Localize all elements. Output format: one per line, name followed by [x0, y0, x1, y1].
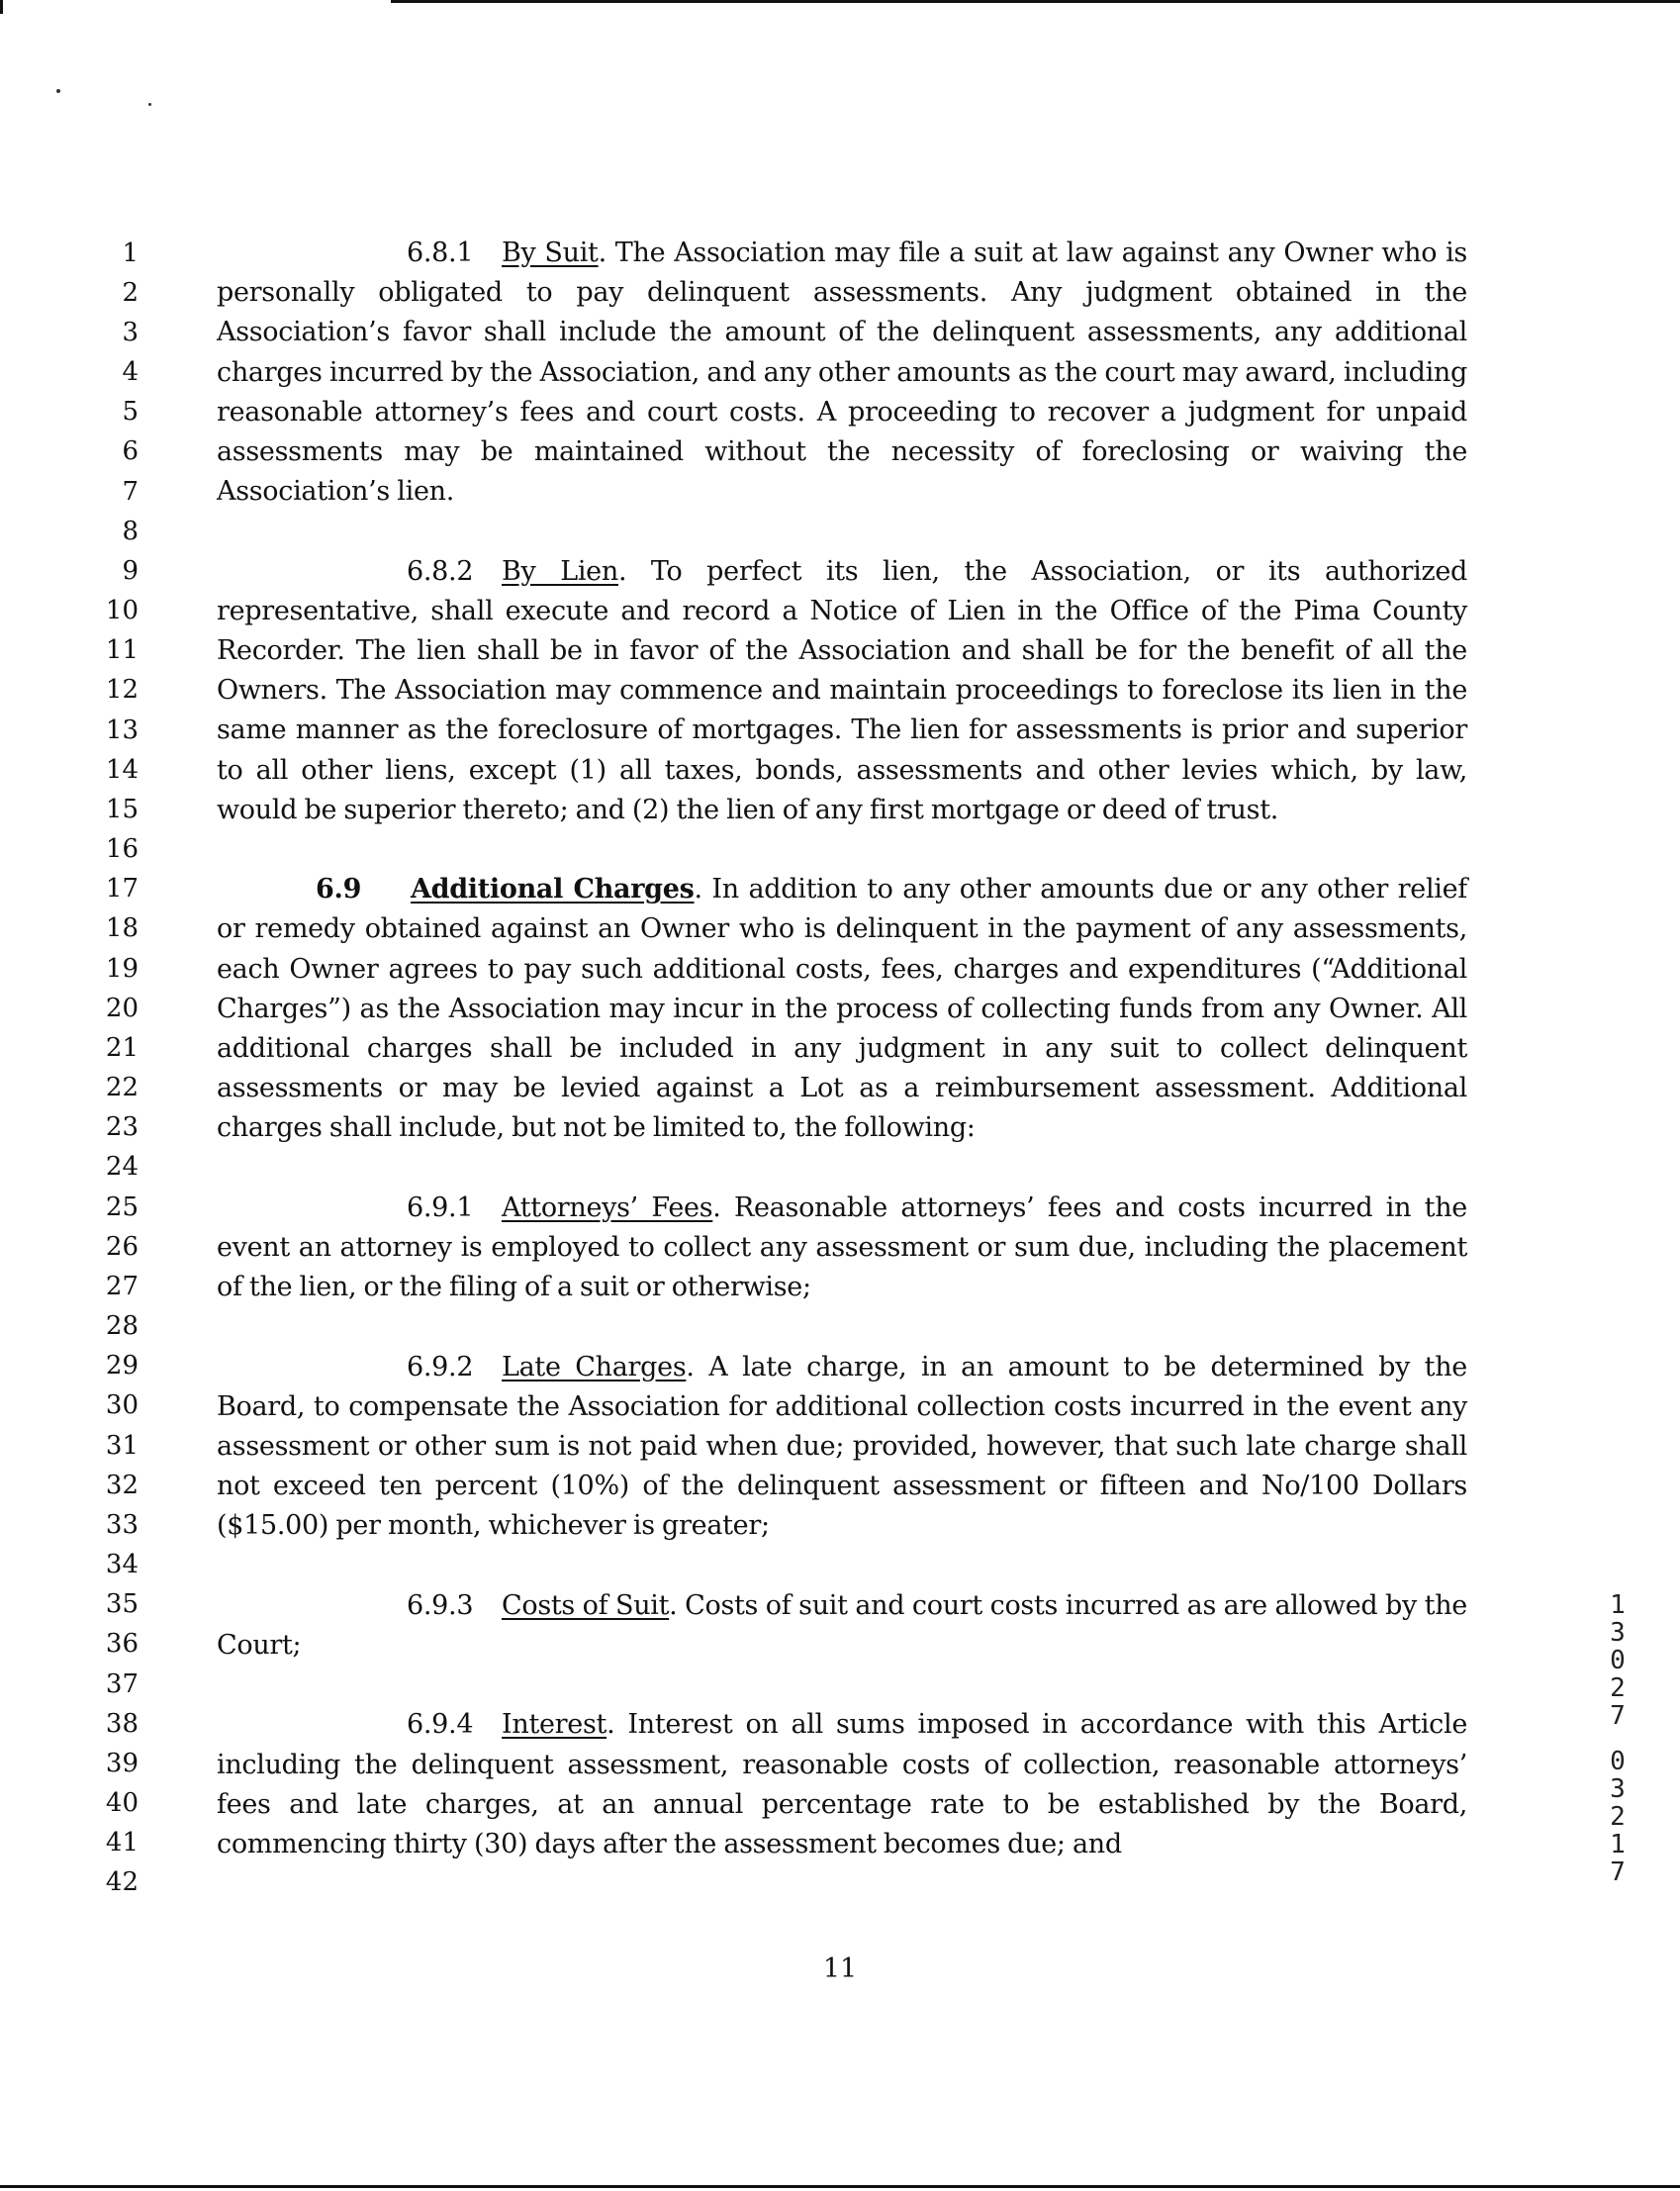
line-number: 40 [105, 1788, 139, 1818]
line-number: 8 [122, 517, 139, 546]
section-text: . Interest on all sums imposed in accordance with this Article including the delinquent assessment, reasonable costs of collection, reasonable attorneys’ fees and late charges, at an annual percentage rate to be established by the Board, commencing thirty (30) days after the assessment becomes due; and [217, 1709, 1467, 1860]
section-heading: Costs of Suit [502, 1589, 670, 1621]
stamp-digit: 3 [1610, 1774, 1626, 1804]
stamp-digit: 0 [1610, 1646, 1626, 1675]
section-number: 6.8.1 [407, 238, 474, 268]
line-number: 10 [105, 596, 139, 625]
recorder-stamp [1603, 1591, 1633, 1886]
section-heading: Interest [502, 1709, 607, 1741]
top-border-line [391, 0, 1680, 3]
line-number: 33 [105, 1510, 139, 1540]
line-number: 11 [105, 635, 139, 665]
line-number: 7 [122, 477, 139, 507]
line-number: 23 [105, 1112, 139, 1142]
stamp-digit: 7 [1610, 1858, 1626, 1887]
section-number: 6.9.3 [407, 1589, 474, 1621]
line-number: 25 [105, 1192, 139, 1222]
line-number: 14 [105, 755, 139, 785]
line-number: 28 [105, 1311, 139, 1341]
section-heading: By Suit [502, 238, 599, 268]
section-text: . In addition to any other amounts due or any other relief or remedy obtained against an Owner who is delinquent in the payment of any assessments, each Owner agrees to pay such additional costs, fees, charges and expenditures (“Additional Charges”) as the Association may incur in the process of collecting funds from any Owner. All additional charges shall be included in any judgment in any suit to collect delinquent assessments or may be levied against a Lot as a reimbursement assessment. Additional charges shall include, but not be limited to, the following: [217, 874, 1467, 1144]
line-number: 38 [105, 1709, 139, 1739]
bottom-border-line [0, 2185, 1680, 2188]
section-number: 6.9 [316, 874, 362, 905]
scan-speck [148, 103, 151, 106]
stamp-digit: 2 [1610, 1673, 1626, 1703]
line-number: 6 [122, 436, 139, 466]
left-edge-mark [0, 0, 3, 14]
section-6-8-2 [217, 552, 1467, 830]
section-number: 6.9.2 [407, 1351, 474, 1382]
line-number: 9 [122, 556, 139, 586]
line-number: 3 [122, 318, 139, 347]
line-number: 12 [105, 675, 139, 705]
line-number: 31 [105, 1431, 139, 1461]
line-number: 42 [105, 1867, 139, 1897]
section-text: . The Association may file a suit at law against any Owner who is personally obligated to pay delinquent assessments. Any judgment obtained in the Association’s favor shall include the amount of the delinquent assessments, any additional charges incurred by the Association, and any other amounts as the court may award, including reasonable attorney’s fees and court costs. A proceeding to recover a judgment for unpaid assessments may be maintained without the necessity of foreclosing or waiving the Association’s lien. [217, 238, 1467, 508]
line-number: 17 [105, 874, 139, 904]
stamp-digit: 3 [1610, 1618, 1626, 1648]
section-6-9-2 [217, 1348, 1467, 1547]
page-number: 11 [822, 1953, 858, 1984]
section-number: 6.8.2 [407, 555, 474, 587]
line-number: 24 [105, 1152, 139, 1182]
line-number: 20 [105, 994, 139, 1023]
section-number: 6.9.4 [407, 1709, 474, 1741]
section-heading: Attorneys’ Fees [502, 1191, 713, 1223]
line-number: 27 [105, 1272, 139, 1301]
line-number: 36 [105, 1629, 139, 1659]
section-6-9-4 [217, 1705, 1467, 1864]
section-6-9-3 [217, 1586, 1467, 1666]
line-number: 41 [105, 1828, 139, 1858]
line-number: 30 [105, 1390, 139, 1420]
stamp-digit: 1 [1610, 1590, 1626, 1620]
stamp-digit: 1 [1610, 1830, 1626, 1859]
line-number: 21 [105, 1033, 139, 1063]
section-6-8-1 [217, 234, 1467, 512]
section-text: . To perfect its lien, the Association, or its authorized representative, shall execute and record a Notice of Lien in the Office of the Pima County Recorder. The lien shall be in favor of the Association and shall be for the benefit of all the Owners. The Association may commence and maintain proceedings to foreclose its lien in the same manner as the foreclosure of mortgages. The lien for assessments is prior and superior to all other liens, except (1) all taxes, bonds, assessments and other levies which, by law, would be superior thereto; and (2) the lien of any first mortgage or deed of trust. [217, 555, 1467, 825]
line-number: 32 [105, 1471, 139, 1500]
section-heading: Late Charges [502, 1351, 687, 1382]
stamp-digit: 7 [1610, 1701, 1626, 1731]
section-6-9-1 [217, 1189, 1467, 1308]
scan-speck [56, 89, 60, 93]
line-number: 4 [122, 357, 139, 387]
line-number: 13 [105, 715, 139, 745]
section-number: 6.9.1 [407, 1191, 474, 1223]
line-number: 34 [105, 1550, 139, 1579]
section-text: . A late charge, in an amount to be determined by the Board, to compensate the Association for additional collection costs incurred in the event any assessment or other sum is not paid when due; provided, however, that such late charge shall not exceed ten percent (10%) of the delinquent assessment or fifteen and No/100 Dollars ($15.00) per month, whichever is greater; [217, 1351, 1467, 1542]
line-number: 15 [105, 795, 139, 824]
section-heading: Additional Charges [411, 874, 695, 905]
line-number: 18 [105, 913, 139, 943]
line-number: 37 [105, 1669, 139, 1699]
line-number: 22 [105, 1073, 139, 1102]
line-number: 1 [122, 238, 139, 268]
section-text: . Costs of suit and court costs incurred as are allowed by the Court; [217, 1589, 1467, 1662]
line-number: 16 [105, 834, 139, 864]
section-heading: By Lien [502, 555, 618, 587]
stamp-digit: 0 [1610, 1747, 1626, 1776]
line-number: 29 [105, 1351, 139, 1381]
line-number: 2 [122, 278, 139, 308]
stamp-digit: 2 [1610, 1802, 1626, 1832]
line-number: 39 [105, 1749, 139, 1778]
section-6-9 [217, 870, 1467, 1148]
line-number: 26 [105, 1232, 139, 1262]
line-number: 19 [105, 954, 139, 984]
line-number: 35 [105, 1589, 139, 1619]
line-number: 5 [122, 397, 139, 427]
section-text: . Reasonable attorneys’ fees and costs incurred in the event an attorney is employed to collect any assessment or sum due, including the placement of the lien, or the filing of a suit or otherwise; [217, 1191, 1467, 1303]
document-body [217, 234, 1467, 1864]
